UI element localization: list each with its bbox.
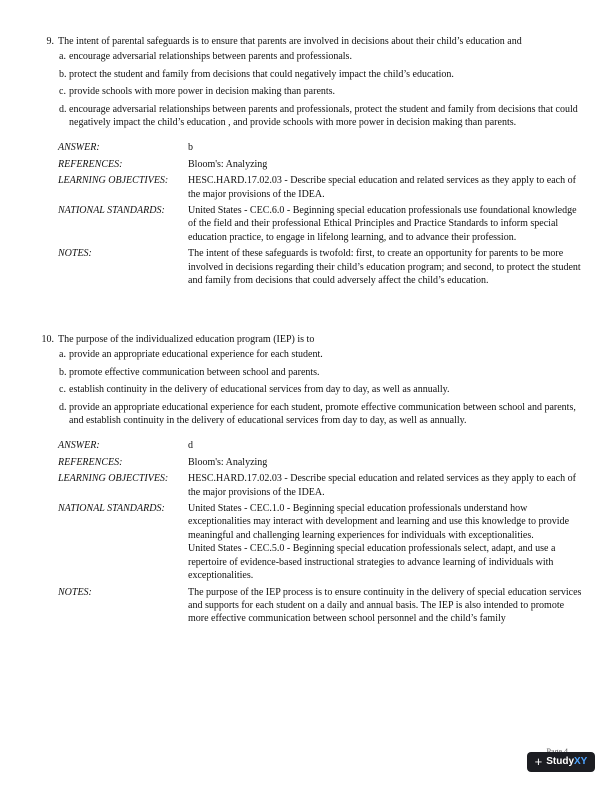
references-label: REFERENCES: bbox=[58, 456, 123, 468]
references-value: Bloom's: Analyzing bbox=[188, 158, 268, 170]
choice-d bbox=[59, 401, 584, 428]
learning-objectives-row bbox=[58, 174, 584, 201]
choice-c bbox=[59, 85, 584, 98]
choice-a bbox=[59, 50, 584, 63]
choice-letter: a. bbox=[59, 349, 66, 361]
choice-letter: b. bbox=[59, 68, 67, 80]
choice-text: encourage adversarial relationships between parents and professionals. bbox=[69, 51, 352, 63]
question-number: 10. bbox=[41, 334, 54, 345]
choice-letter: c. bbox=[59, 384, 66, 396]
answer-label: ANSWER: bbox=[58, 440, 100, 452]
national-standards-value bbox=[188, 204, 584, 244]
references-label: REFERENCES: bbox=[58, 158, 123, 170]
answer-choices bbox=[59, 348, 584, 427]
choice-letter: b. bbox=[59, 366, 67, 378]
choice-b bbox=[59, 68, 584, 81]
choice-letter: d. bbox=[59, 103, 67, 115]
national-standard-item: United States - CEC.5.0 - Beginning special education professionals select, adapt, and use a repertoire of evidence-based instructional strategies to advance learning of individuals with exceptionalities. bbox=[188, 543, 556, 582]
references-row bbox=[58, 158, 584, 171]
brand-name bbox=[546, 752, 587, 772]
national-standards-row bbox=[58, 204, 584, 244]
notes-value: The purpose of the IEP process is to ensure continuity in the delivery of special education services and supports for each student on a daily and annual basis. The IEP is also intended to promote more effective communication between school personnel and the child’s family bbox=[188, 586, 582, 625]
learning-objectives-row bbox=[58, 472, 584, 499]
plus-icon: + bbox=[534, 754, 543, 769]
learning-objectives-label: LEARNING OBJECTIVES: bbox=[58, 175, 169, 187]
question-text: The intent of parental safeguards is to ensure that parents are involved in decisions about their child’s education and bbox=[58, 36, 522, 47]
question-metadata bbox=[58, 141, 584, 287]
choice-d bbox=[59, 103, 584, 130]
choice-text: provide an appropriate educational experience for each student, promote effective communication between school and parents, and establish continuity in the delivery of educational services from day to day, as well as annually. bbox=[69, 401, 576, 427]
brand-name-part: Study bbox=[546, 756, 575, 767]
choice-text: protect the student and family from decisions that could negatively impact the child’s education. bbox=[69, 68, 454, 80]
choice-text: establish continuity in the delivery of educational services from day to day, as well as annually. bbox=[69, 384, 450, 396]
brand-name-accent: XY bbox=[574, 756, 588, 767]
answer-label: ANSWER: bbox=[58, 142, 100, 154]
choice-text: encourage adversarial relationships between parents and professionals, protect the student and family from decisions that could negatively impact the child’s education , and provide schools with more power in decision making than parents. bbox=[69, 103, 578, 129]
answer-row bbox=[58, 141, 584, 154]
notes-label: NOTES: bbox=[58, 248, 92, 260]
notes-label: NOTES: bbox=[58, 586, 92, 598]
national-standards-value bbox=[188, 502, 584, 582]
studyxy-badge[interactable] bbox=[527, 752, 595, 772]
notes-row bbox=[58, 586, 584, 626]
references-value: Bloom's: Analyzing bbox=[188, 456, 268, 468]
choice-c bbox=[59, 383, 584, 396]
notes-row bbox=[58, 247, 584, 287]
notes-value: The intent of these safeguards is twofold: first, to create an opportunity for parents to be more involved in decisions regarding their child’s education program; and second, to protect the student and family from decisions that could adversely affect the child’s education. bbox=[188, 248, 581, 287]
choice-b bbox=[59, 366, 584, 379]
choice-text: provide an appropriate educational experience for each student. bbox=[69, 349, 323, 361]
question-text: The purpose of the individualized education program (IEP) is to bbox=[58, 334, 315, 345]
question-stem bbox=[44, 35, 584, 48]
question-metadata bbox=[58, 439, 584, 625]
national-standard-item: United States - CEC.1.0 - Beginning special education professionals understand how exceptionalities may interact with development and learning and use this knowledge to provide meaningful and challenging learning experiences for individuals with exceptionalities. bbox=[188, 503, 570, 541]
references-row bbox=[58, 456, 584, 469]
national-standards-label: NATIONAL STANDARDS: bbox=[58, 503, 165, 515]
choice-a bbox=[59, 348, 584, 361]
national-standards-label: NATIONAL STANDARDS: bbox=[58, 205, 165, 217]
national-standard-item: United States - CEC.6.0 - Beginning special education professionals use foundational knowledge of the field and their professional Ethical Principles and Practice Standards to inform special education practice, to engage in lifelong learning, and to advance their profession. bbox=[188, 205, 577, 243]
answer-value: d bbox=[188, 440, 193, 452]
choice-text: provide schools with more power in decision making than parents. bbox=[69, 86, 336, 98]
answer-choices bbox=[59, 50, 584, 129]
learning-objectives-value: HESC.HARD.17.02.03 - Describe special education and related services as they apply to each of the major provisions of the IDEA. bbox=[188, 473, 576, 498]
national-standards-row bbox=[58, 502, 584, 582]
choice-letter: a. bbox=[59, 51, 66, 63]
question-10 bbox=[41, 333, 584, 629]
choice-text: promote effective communication between school and parents. bbox=[69, 366, 320, 378]
question-number: 9. bbox=[46, 36, 54, 47]
choice-letter: c. bbox=[59, 86, 66, 98]
learning-objectives-value: HESC.HARD.17.02.03 - Describe special education and related services as they apply to each of the major provisions of the IDEA. bbox=[188, 175, 576, 200]
answer-row bbox=[58, 439, 584, 452]
learning-objectives-label: LEARNING OBJECTIVES: bbox=[58, 473, 169, 485]
answer-value: b bbox=[188, 142, 193, 154]
choice-letter: d. bbox=[59, 401, 67, 413]
question-9 bbox=[44, 35, 584, 291]
question-stem bbox=[41, 333, 584, 346]
